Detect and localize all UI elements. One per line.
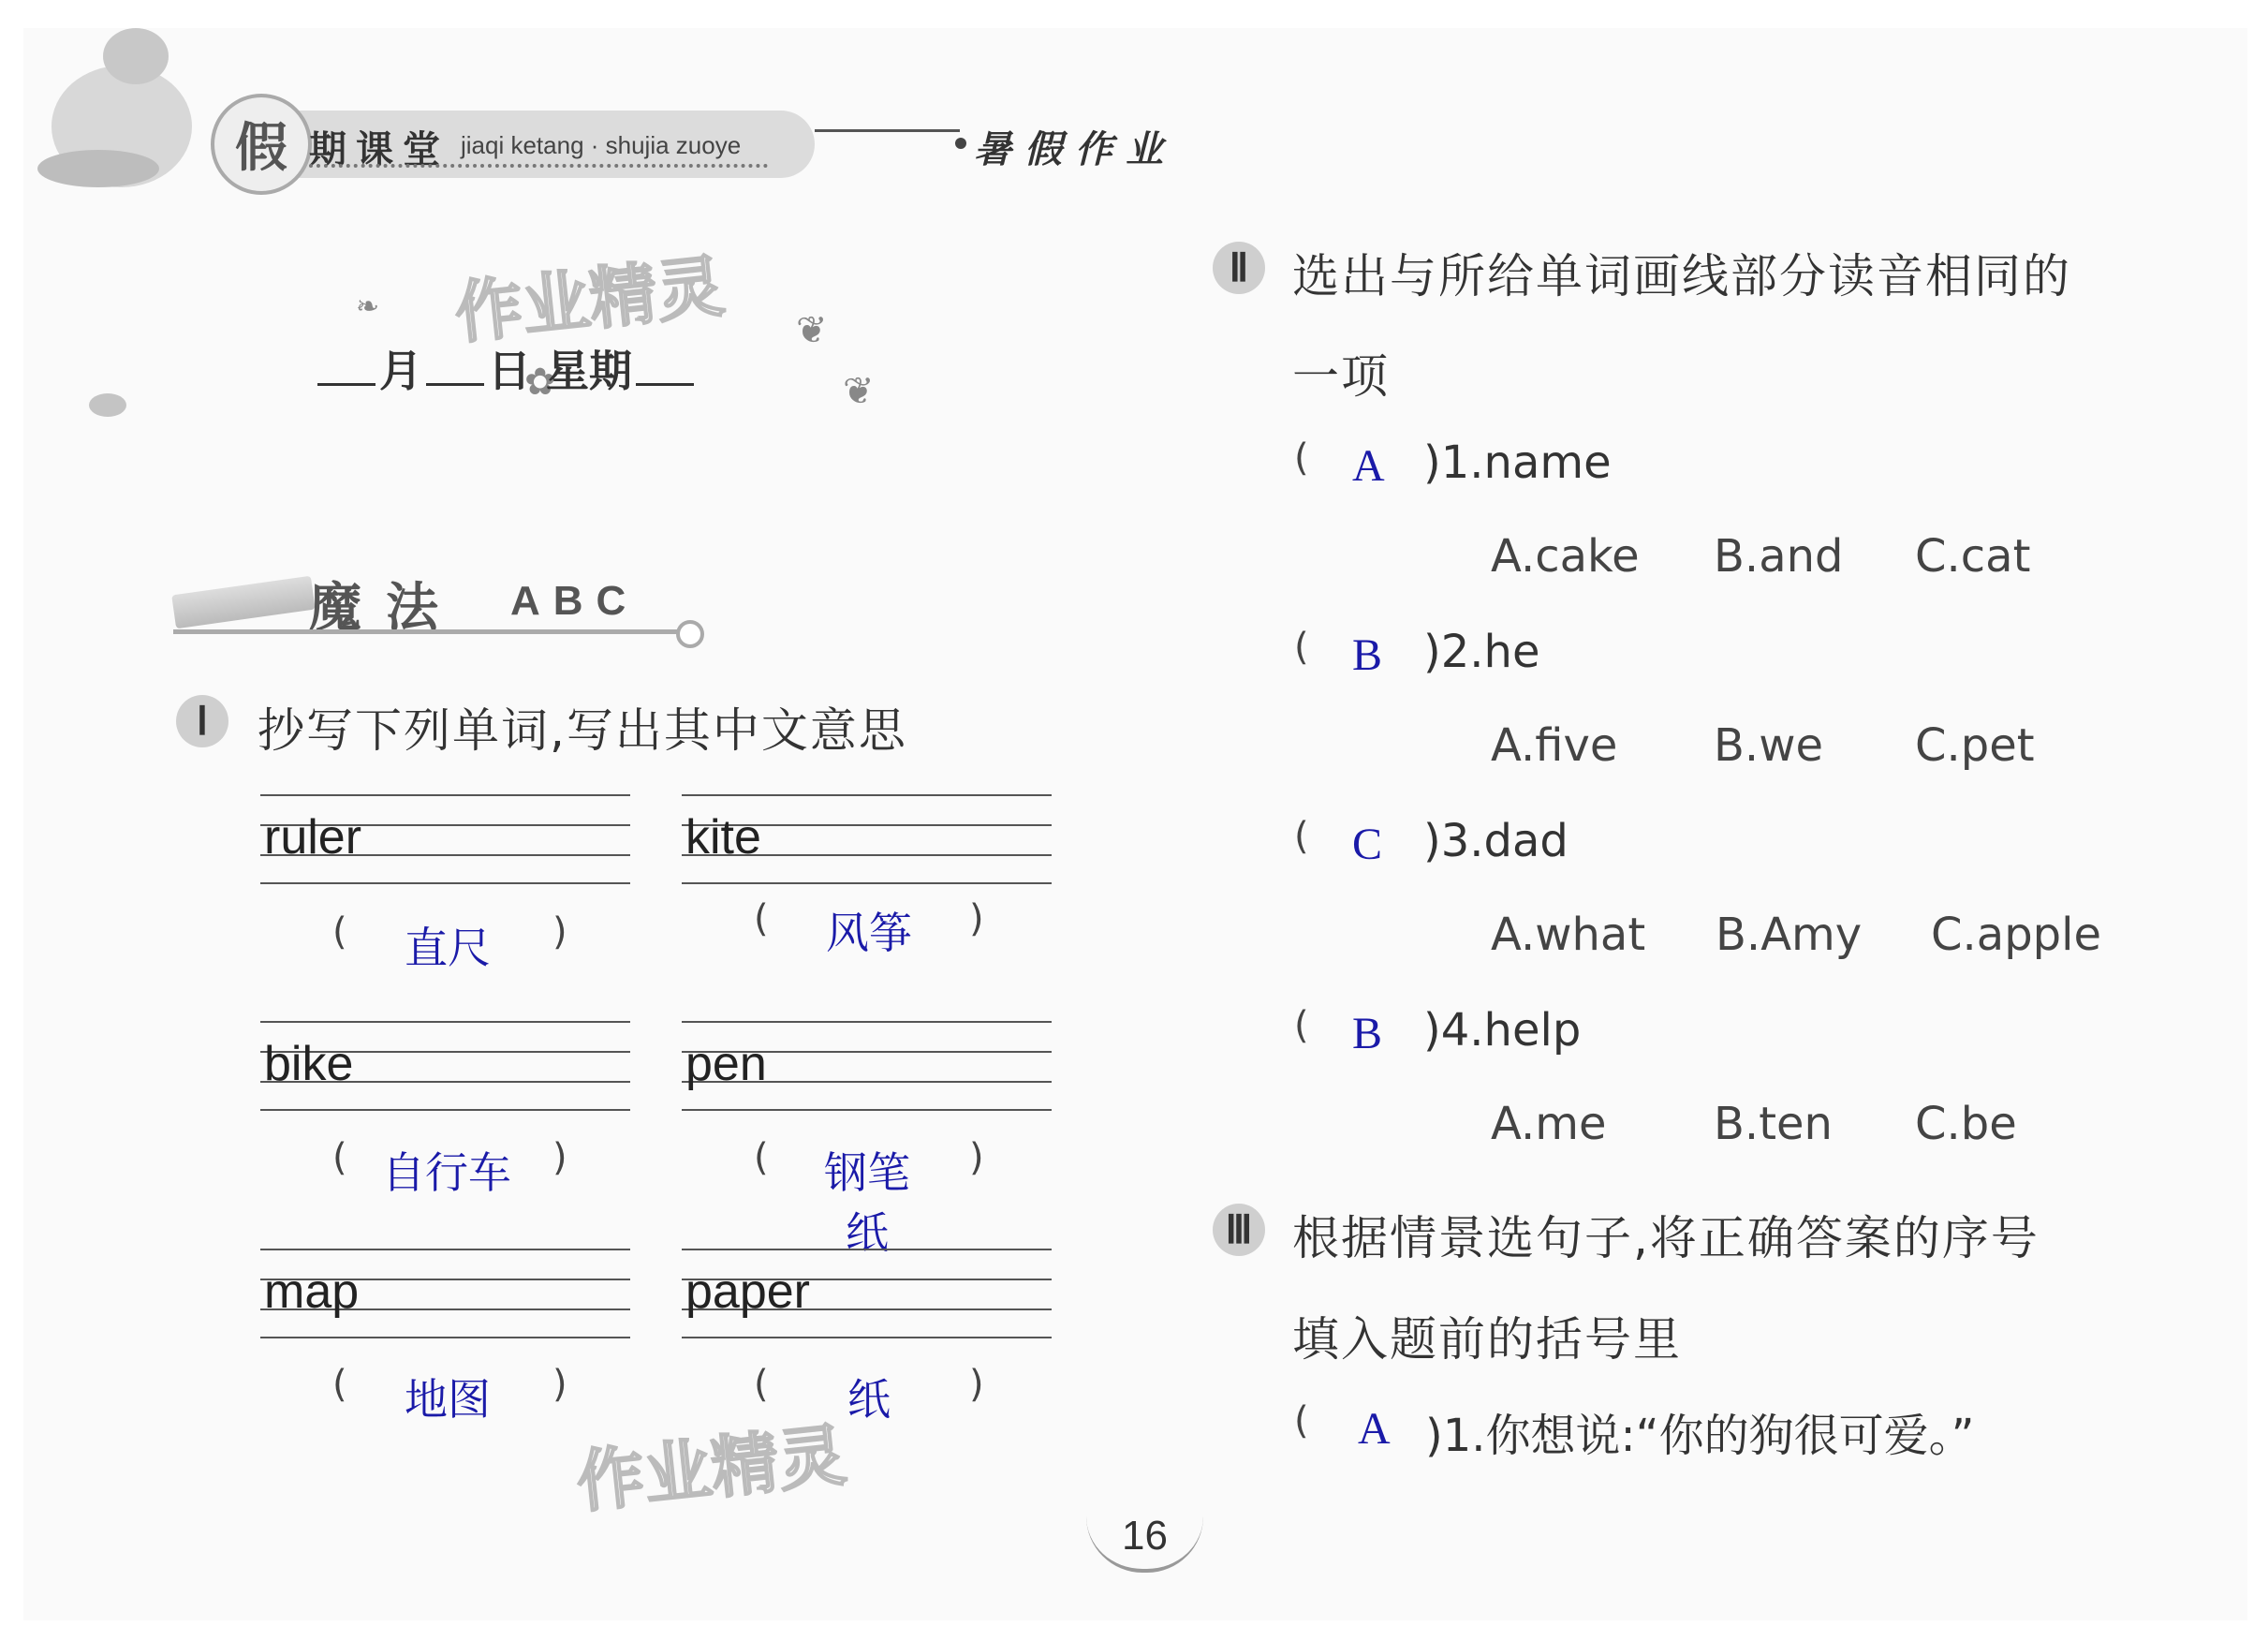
open-paren: ( xyxy=(1294,1399,1309,1442)
header-right-label: 暑假作业 xyxy=(974,128,1176,171)
option-c: C.be xyxy=(1915,1098,2017,1150)
answer-letter: B xyxy=(1352,630,1383,680)
option-b: B.Amy xyxy=(1716,909,1863,961)
open-paren: ( xyxy=(1294,815,1309,858)
writing-grid xyxy=(682,1021,1052,1110)
vocab-word: ruler xyxy=(264,810,362,865)
meaning-answer: 纸 xyxy=(847,1374,891,1425)
butterfly-icon: ❧ xyxy=(356,290,380,323)
section2-instruction-line2: 一项 xyxy=(1292,349,1390,404)
section2-instruction-line1: 选出与所给单词画线部分读音相同的 xyxy=(1292,249,2071,303)
writing-grid xyxy=(682,1249,1052,1338)
option-a: A.five xyxy=(1491,719,1618,772)
option-b: B.ten xyxy=(1714,1098,1833,1150)
header-pinyin: jiaqi ketang · shujia zuoye xyxy=(461,131,742,159)
day-label: 日 xyxy=(488,346,531,396)
vocab-word: paper xyxy=(685,1264,810,1319)
answer-letter: A xyxy=(1358,1404,1391,1454)
butterfly-icon: ❦ xyxy=(796,309,828,352)
close-paren: ) xyxy=(552,1136,567,1179)
open-paren: ( xyxy=(1294,1004,1309,1047)
close-paren: ) xyxy=(969,897,984,940)
close-paren: ) xyxy=(552,910,567,954)
open-paren: ( xyxy=(1294,436,1309,480)
butterfly-icon: ✿ xyxy=(524,361,556,404)
leaf-decoration xyxy=(37,150,159,187)
meaning-answer: 钢笔 xyxy=(824,1147,910,1198)
option-a: A.me xyxy=(1491,1098,1607,1150)
meaning-answer: 自行车 xyxy=(382,1147,511,1198)
option-a: A.cake xyxy=(1491,530,1640,583)
watermark: 作业精灵 xyxy=(573,1415,850,1522)
answer-letter: C xyxy=(1352,820,1383,869)
vocab-word: map xyxy=(264,1264,360,1319)
option-b: B.we xyxy=(1714,719,1823,772)
open-paren: ( xyxy=(332,1136,347,1179)
question-stem: )4.help xyxy=(1423,1004,1582,1057)
meaning-answer: 风筝 xyxy=(826,908,912,958)
section-banner-abc: ABC xyxy=(510,578,640,624)
header-rule xyxy=(815,129,960,132)
petal-decoration xyxy=(89,393,126,417)
answer-letter: A xyxy=(1352,441,1385,491)
close-paren: ) xyxy=(969,1363,984,1406)
butterfly-icon: ❦ xyxy=(843,370,875,413)
watermark: 作业精灵 xyxy=(451,246,729,353)
vocab-word: bike xyxy=(264,1037,354,1091)
header-title: 期课堂 xyxy=(309,128,449,171)
stray-answer: 纸 xyxy=(846,1207,889,1258)
banner-dot xyxy=(676,620,704,648)
close-paren: ) xyxy=(552,1363,567,1406)
month-label: 月 xyxy=(379,346,422,396)
question-stem: )2.he xyxy=(1423,626,1540,678)
question-stem: )1.name xyxy=(1423,436,1612,489)
header-rule-dot xyxy=(955,138,966,149)
open-paren: ( xyxy=(1294,626,1309,669)
option-c: C.apple xyxy=(1931,909,2101,961)
section3-instruction-line1: 根据情景选句子,将正确答案的序号 xyxy=(1292,1211,2040,1265)
section1-instruction: 抄写下列单词,写出其中文意思 xyxy=(258,703,907,758)
weekday-label: 星期 xyxy=(546,346,633,396)
section3-numeral: Ⅲ xyxy=(1213,1204,1265,1256)
header-dotted-rule xyxy=(309,164,768,168)
section1-numeral: Ⅰ xyxy=(176,695,228,747)
meaning-answer: 直尺 xyxy=(405,923,491,973)
banner-rule xyxy=(173,629,679,634)
meaning-answer: 地图 xyxy=(405,1374,491,1425)
writing-grid xyxy=(260,794,630,883)
close-paren: ) xyxy=(969,1136,984,1179)
option-b: B.and xyxy=(1714,530,1844,583)
option-c: C.cat xyxy=(1915,530,2031,583)
answer-letter: B xyxy=(1352,1009,1383,1058)
writing-grid xyxy=(260,1249,630,1338)
open-paren: ( xyxy=(332,910,347,954)
header-logo: 假 xyxy=(211,94,312,195)
writing-grid xyxy=(260,1021,630,1110)
open-paren: ( xyxy=(754,897,769,940)
page-number: 16 xyxy=(1086,1503,1203,1573)
open-paren: ( xyxy=(754,1136,769,1179)
section3-instruction-line2: 填入题前的括号里 xyxy=(1292,1312,1682,1367)
vocab-word: kite xyxy=(685,810,761,865)
question-stem: )1.你想说:“你的狗很可爱。” xyxy=(1425,1410,1975,1462)
open-paren: ( xyxy=(754,1363,769,1406)
writing-grid xyxy=(682,794,1052,883)
option-a: A.what xyxy=(1491,909,1646,961)
flower-decoration xyxy=(103,28,169,84)
section2-numeral: Ⅱ xyxy=(1213,242,1265,294)
section-banner-title: 魔法 xyxy=(309,578,463,639)
date-line xyxy=(314,337,698,399)
question-stem: )3.dad xyxy=(1423,815,1568,867)
option-c: C.pet xyxy=(1915,719,2035,772)
open-paren: ( xyxy=(332,1363,347,1406)
vocab-word: pen xyxy=(685,1037,767,1091)
